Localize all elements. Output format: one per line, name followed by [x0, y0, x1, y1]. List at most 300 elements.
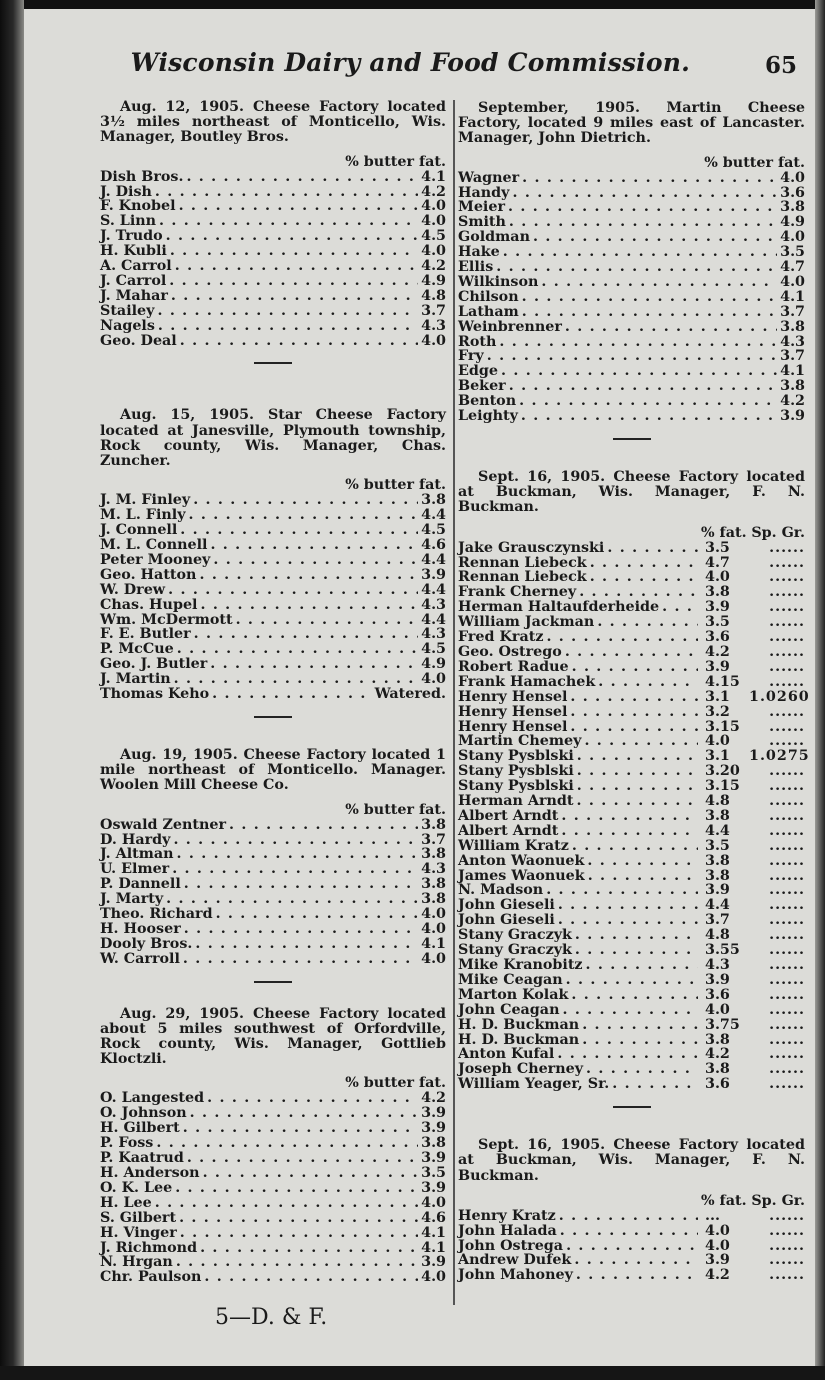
patron-name: Peter Mooney: [100, 551, 211, 568]
butter-fat-value: 4.0: [421, 950, 446, 967]
patron-name: Henry Kratz: [458, 1207, 556, 1224]
leader-dots: [607, 541, 698, 556]
table-row: [458, 764, 805, 779]
leader-dots: [559, 1209, 698, 1224]
table-row: [100, 493, 446, 508]
leader-dots: [155, 185, 418, 200]
fat-value: 3.8: [705, 1061, 730, 1078]
patron-name: Geo. J. Butler: [100, 656, 208, 673]
patron-name: J. Marty: [100, 891, 164, 908]
butter-fat-value: 3.5: [780, 244, 805, 261]
leader-dots: [577, 779, 698, 794]
patron-name: H. Kubli: [100, 243, 167, 260]
leader-dots: [157, 304, 418, 319]
leader-dots: [175, 259, 418, 274]
table-row: [458, 1239, 805, 1254]
fat-value: 3.1: [705, 688, 730, 705]
patron-name: Albert Arndt: [458, 807, 559, 824]
patron-name: Dooly Bros.: [100, 935, 193, 952]
leader-dots: [200, 1241, 418, 1256]
butter-fat-value: 4.9: [421, 272, 446, 289]
patron-name: P. Dannell: [100, 876, 181, 893]
leader-dots: [203, 1166, 419, 1181]
table-row: [458, 705, 805, 720]
table-row: [100, 1211, 446, 1226]
leader-dots: [509, 215, 777, 230]
specific-gravity-value: ......: [769, 852, 805, 869]
specific-gravity-value: ......: [769, 807, 805, 824]
table-row: [458, 779, 805, 794]
patron-name: Martin Chemey: [458, 733, 582, 750]
fat-value: 3.5: [705, 614, 730, 631]
leader-dots: [172, 862, 418, 877]
patron-name: William Kratz: [458, 837, 569, 854]
specific-gravity-value: ......: [769, 763, 805, 780]
specific-gravity-value: ......: [769, 927, 805, 944]
table-row: [100, 627, 446, 642]
leader-dots: [207, 1091, 418, 1106]
specific-gravity-value: ......: [769, 986, 805, 1003]
patron-name: S. Linn: [100, 213, 157, 230]
patron-name: Frank Cherney: [458, 584, 577, 601]
patron-name: Hake: [458, 244, 500, 261]
leader-dots: [216, 907, 419, 922]
leader-dots: [184, 922, 418, 937]
specific-gravity-value: ......: [769, 1237, 805, 1254]
leader-dots: [522, 305, 777, 320]
butter-fat-value: 4.0: [780, 229, 805, 246]
leader-dots: [662, 600, 698, 615]
patron-name: Stany Pysblski: [458, 748, 574, 765]
leader-dots: [587, 854, 698, 869]
table-row: [100, 1136, 446, 1151]
table-row: [458, 973, 805, 988]
leader-dots: [499, 335, 777, 350]
butter-fat-value: 3.6: [780, 184, 805, 201]
fat-value: 4.8: [705, 927, 730, 944]
patron-name: N. Hrgan: [100, 1254, 173, 1271]
table-row: [100, 598, 446, 613]
table-row: [458, 645, 805, 660]
table-row: [458, 809, 805, 824]
table-row: [100, 185, 446, 200]
fat-value: 3.8: [705, 1031, 730, 1048]
butter-fat-value: 4.7: [780, 259, 805, 276]
table-row: [458, 660, 805, 675]
leader-dots: [590, 570, 698, 585]
leader-dots: [570, 705, 698, 720]
table-row: [458, 988, 805, 1003]
table-row: [458, 394, 805, 409]
patron-name: N. Madson: [458, 882, 544, 899]
butter-fat-value: 4.9: [421, 656, 446, 673]
butter-fat-value: 4.6: [421, 1209, 446, 1226]
patron-name: W. Carroll: [100, 950, 180, 967]
leader-dots: [565, 320, 777, 335]
table-row: [458, 794, 805, 809]
leader-dots: [574, 1253, 698, 1268]
leader-dots: [236, 613, 419, 628]
specific-gravity-value: ......: [769, 718, 805, 735]
table-row: [458, 720, 805, 735]
table-row: [458, 1209, 805, 1224]
butter-fat-value: 4.3: [421, 596, 446, 613]
leader-dots: [546, 630, 698, 645]
leader-dots: [187, 1151, 418, 1166]
leader-dots: [200, 598, 418, 613]
patron-name: Roth: [458, 333, 497, 350]
leader-dots: [166, 892, 418, 907]
butter-fat-value: 4.0: [421, 1269, 446, 1286]
table-row: [458, 928, 805, 943]
specific-gravity-value: 1.0275: [749, 748, 810, 765]
patron-name: H. Hooser: [100, 920, 181, 937]
specific-gravity-value: ......: [769, 539, 805, 556]
specific-gravity-value: ......: [769, 1267, 805, 1284]
table-row: [100, 229, 446, 244]
butter-fat-value: 4.0: [421, 906, 446, 923]
table-row: [458, 335, 805, 350]
patron-name: Frank Hamachek: [458, 673, 596, 690]
table-row: [100, 568, 446, 583]
table-row: [458, 570, 805, 585]
patron-name: Handy: [458, 184, 510, 201]
fat-value: 4.2: [705, 1046, 730, 1063]
fat-value: 4.2: [705, 643, 730, 660]
butter-fat-value: 3.9: [421, 1105, 446, 1122]
patron-name: Stany Pysblski: [458, 778, 574, 795]
patron-name: William Yeager, Sr.: [458, 1076, 610, 1093]
leader-dots: [194, 627, 418, 642]
patron-name: S. Gilbert: [100, 1209, 177, 1226]
leader-dots: [570, 690, 698, 705]
table-row: [458, 958, 805, 973]
butter-fat-value: 3.7: [780, 348, 805, 365]
butter-fat-value: 4.5: [421, 228, 446, 245]
patron-name: U. Elmer: [100, 861, 170, 878]
patron-name: F. Knobel: [100, 198, 176, 215]
section-intro: Sept. 16, 1905. Cheese Factory located at Buckman, Wis. Manager, F. N. Buckman.: [458, 1137, 805, 1184]
specific-gravity-value: ......: [769, 1076, 805, 1093]
butter-fat-value: 4.0: [421, 1194, 446, 1211]
specific-gravity-value: ......: [769, 1252, 805, 1269]
table-row: [458, 379, 805, 394]
section-intro: Aug. 12, 1905. Cheese Factory located 3½ miles northeast of Monticello, Wis. Manager, Boutley Bros.: [100, 99, 446, 146]
table-row: [100, 907, 446, 922]
patron-name: J. Altman: [100, 846, 174, 863]
butter-fat-value: 3.9: [421, 1254, 446, 1271]
table-row: [100, 1226, 446, 1241]
table-row: [458, 275, 805, 290]
table-row: [100, 170, 446, 185]
table-row: [458, 186, 805, 201]
butter-fat-value: 3.7: [421, 831, 446, 848]
page-number: 65: [764, 52, 797, 79]
butter-fat-value: 4.4: [421, 581, 446, 598]
fat-value: ...: [705, 1207, 720, 1224]
specific-gravity-value: ......: [769, 629, 805, 646]
table-row: [458, 615, 805, 630]
fat-value: 4.4: [705, 822, 730, 839]
table-row: [100, 1151, 446, 1166]
leader-dots: [586, 958, 698, 973]
patron-name: Henry Hensel: [458, 718, 568, 735]
patron-name: P. McCue: [100, 641, 174, 658]
table-row: [100, 818, 446, 833]
fat-value: 3.6: [705, 986, 730, 1003]
table-row: [458, 839, 805, 854]
butter-fat-value: 4.5: [421, 522, 446, 539]
table-row: [100, 657, 446, 672]
butter-fat-value: 4.6: [421, 537, 446, 554]
specific-gravity-value: ......: [769, 867, 805, 884]
column-header-butter-fat: % butter fat.: [345, 801, 446, 818]
leader-dots: [584, 734, 698, 749]
butter-fat-value: 4.1: [421, 1239, 446, 1256]
page-bottom-edge: [0, 1366, 825, 1380]
table-row: [458, 290, 805, 305]
patron-name: Marton Kolak: [458, 986, 569, 1003]
table-row: [458, 1018, 805, 1033]
specific-gravity-value: ......: [769, 703, 805, 720]
report-section: [458, 1138, 805, 1283]
specific-gravity-value: ......: [769, 1207, 805, 1224]
table-row: [458, 913, 805, 928]
patron-name: Herman Haltaufderheide: [458, 599, 660, 616]
specific-gravity-value: ......: [769, 1001, 805, 1018]
fat-value: 3.8: [705, 852, 730, 869]
leader-dots: [177, 847, 419, 862]
leader-dots: [195, 937, 418, 952]
table-row: [458, 305, 805, 320]
patron-name: P. Foss: [100, 1135, 154, 1152]
table-row: [100, 199, 446, 214]
leader-dots: [174, 672, 418, 687]
fat-value: 4.15: [705, 673, 740, 690]
fat-value: 3.8: [705, 584, 730, 601]
table-row: [100, 833, 446, 848]
patron-name: Rennan Liebeck: [458, 554, 587, 571]
leader-dots: [582, 1033, 698, 1048]
table-row: [458, 748, 810, 765]
patron-name: Mike Ceagan: [458, 971, 563, 988]
leader-dots: [496, 260, 777, 275]
butter-fat-value: 3.7: [421, 302, 446, 319]
leader-dots: [572, 660, 698, 675]
patron-name: Meier: [458, 199, 505, 216]
table-row: [458, 1077, 805, 1092]
fat-value: 4.0: [705, 733, 730, 750]
page-top-edge: [0, 0, 825, 9]
section-separator: [254, 981, 292, 983]
patron-name: Ellis: [458, 259, 494, 276]
leader-dots: [577, 764, 698, 779]
leader-dots: [180, 523, 418, 538]
butter-fat-value: 3.8: [421, 816, 446, 833]
fat-value: 4.0: [705, 569, 730, 586]
leader-dots: [521, 409, 777, 424]
table-row: [100, 922, 446, 937]
table-row: [458, 349, 805, 364]
table-row: [458, 230, 805, 245]
patron-name: D. Hardy: [100, 831, 171, 848]
patron-name: M. L. Connell: [100, 537, 208, 554]
leader-dots: [560, 1224, 698, 1239]
column-headers: [458, 526, 805, 541]
fat-value: 3.9: [705, 971, 730, 988]
table-row: [100, 862, 446, 877]
leader-dots: [156, 1136, 418, 1151]
specific-gravity-value: ......: [769, 957, 805, 973]
table-row: [458, 943, 805, 958]
column-header-butter-fat: % butter fat.: [345, 153, 446, 170]
patron-name: Wm. McDermott: [100, 611, 233, 628]
leader-dots: [572, 839, 698, 854]
specific-gravity-value: ......: [769, 837, 805, 854]
specific-gravity-value: ......: [769, 1046, 805, 1063]
specific-gravity-value: ......: [769, 971, 805, 988]
specific-gravity-value: ......: [769, 882, 805, 899]
specific-gravity-value: ......: [769, 1222, 805, 1239]
column-header-butter-fat: % butter fat.: [704, 154, 805, 171]
fat-value: 3.5: [705, 837, 730, 854]
leader-dots: [183, 952, 418, 967]
fat-value: 3.7: [705, 912, 730, 929]
patron-name: Beker: [458, 378, 506, 395]
patron-name: Dish Bros.: [100, 168, 184, 185]
patron-name: Joseph Cherney: [458, 1061, 584, 1078]
table-row: [100, 523, 446, 538]
leader-dots: [487, 349, 777, 364]
leader-dots: [212, 687, 371, 702]
report-section: [100, 408, 446, 702]
leader-dots: [509, 379, 777, 394]
leader-dots: [199, 568, 418, 583]
fat-value: 4.3: [705, 957, 730, 973]
leader-dots: [158, 319, 418, 334]
table-row: [458, 556, 805, 571]
butter-fat-value: 4.9: [780, 214, 805, 231]
table-row: [100, 274, 446, 289]
table-row: [100, 1106, 446, 1121]
fat-value: 3.2: [705, 703, 730, 720]
butter-fat-value: 4.1: [780, 363, 805, 380]
leader-dots: [558, 913, 698, 928]
patron-name: H. Lee: [100, 1194, 152, 1211]
table-row: [100, 538, 446, 553]
butter-fat-value: 3.8: [421, 1135, 446, 1152]
leader-dots: [180, 1226, 418, 1241]
leader-dots: [519, 394, 777, 409]
patron-name: John Ostrega: [458, 1237, 564, 1254]
leader-dots: [210, 657, 418, 672]
fat-value: 4.4: [705, 897, 730, 914]
specific-gravity-value: ......: [769, 554, 805, 571]
patron-name: J. Connell: [100, 522, 178, 539]
butter-fat-value: 4.4: [421, 611, 446, 628]
butter-fat-value: 4.0: [780, 169, 805, 186]
butter-fat-value: 4.3: [421, 317, 446, 334]
table-row: [458, 1033, 805, 1048]
specific-gravity-value: ......: [769, 1016, 805, 1033]
patron-name: Wilkinson: [458, 273, 539, 290]
specific-gravity-value: ......: [769, 942, 805, 959]
patron-name: Chilson: [458, 288, 519, 305]
section-separator: [254, 362, 292, 364]
patron-name: John Halada: [458, 1222, 557, 1239]
table-row: [458, 585, 805, 600]
specific-gravity-value: ......: [769, 897, 805, 914]
patron-name: Goldman: [458, 229, 530, 246]
leader-dots: [562, 1003, 698, 1018]
report-section: [100, 1007, 446, 1286]
section-separator: [613, 1106, 651, 1108]
fat-value: 4.0: [705, 1222, 730, 1239]
patron-name: Geo. Deal: [100, 332, 177, 349]
table-row: [100, 877, 446, 892]
butter-fat-value: 3.9: [421, 1120, 446, 1137]
table-row: [100, 583, 446, 598]
patron-name: F. E. Butler: [100, 626, 191, 643]
leader-dots: [508, 200, 777, 215]
patron-name: Henry Hensel: [458, 688, 568, 705]
patron-name: Anton Waonuek: [458, 852, 585, 869]
table-row: [100, 937, 446, 952]
butter-fat-value: 3.9: [421, 1179, 446, 1196]
fat-value: 3.20: [705, 763, 740, 780]
leader-dots: [166, 229, 418, 244]
leader-dots: [522, 171, 777, 186]
fat-value: 3.6: [705, 1076, 730, 1093]
patron-name: J. Carrol: [100, 272, 167, 289]
table-row: [100, 334, 446, 349]
patron-name: Jake Grausczynski: [458, 539, 605, 556]
table-row: [100, 214, 446, 229]
fat-value: 4.8: [705, 793, 730, 810]
butter-fat-value: 3.8: [421, 846, 446, 863]
column-header-specific-gravity: Sp. Gr.: [751, 1192, 805, 1209]
patron-name: Anton Kufal: [458, 1046, 555, 1063]
patron-name: John Ceagan: [458, 1001, 560, 1018]
patron-name: O. Langested: [100, 1090, 205, 1107]
specific-gravity-value: ......: [769, 658, 805, 675]
leader-dots: [193, 493, 418, 508]
patron-name: Mike Kranobitz: [458, 957, 583, 973]
patron-name: Albert Arndt: [458, 822, 559, 839]
right-column: [458, 100, 810, 1284]
leader-dots: [522, 290, 778, 305]
patron-name: Stany Graczyk: [458, 942, 572, 959]
table-row: [100, 553, 446, 568]
butter-fat-value: 3.7: [780, 303, 805, 320]
fat-value: 4.0: [705, 1001, 730, 1018]
butter-fat-value: 3.8: [780, 199, 805, 216]
patron-name: A. Carrol: [100, 258, 172, 275]
leader-dots: [586, 1062, 698, 1077]
leader-dots: [171, 289, 418, 304]
leader-dots: [176, 1255, 418, 1270]
book-spine-shadow: [0, 0, 24, 1380]
table-row: [100, 687, 446, 702]
leader-dots: [168, 583, 418, 598]
section-intro: Aug. 29, 1905. Cheese Factory located about 5 miles southwest of Orfordville, Rock county, Wis. Manager, Gottlieb Kloctzli.: [100, 1005, 446, 1068]
leader-dots: [577, 794, 698, 809]
fat-value: 3.55: [705, 942, 740, 959]
leader-dots: [210, 538, 418, 553]
patron-name: Benton: [458, 393, 517, 410]
specific-gravity-value: 1.0260: [749, 688, 810, 705]
page-right-edge: [815, 0, 825, 1380]
